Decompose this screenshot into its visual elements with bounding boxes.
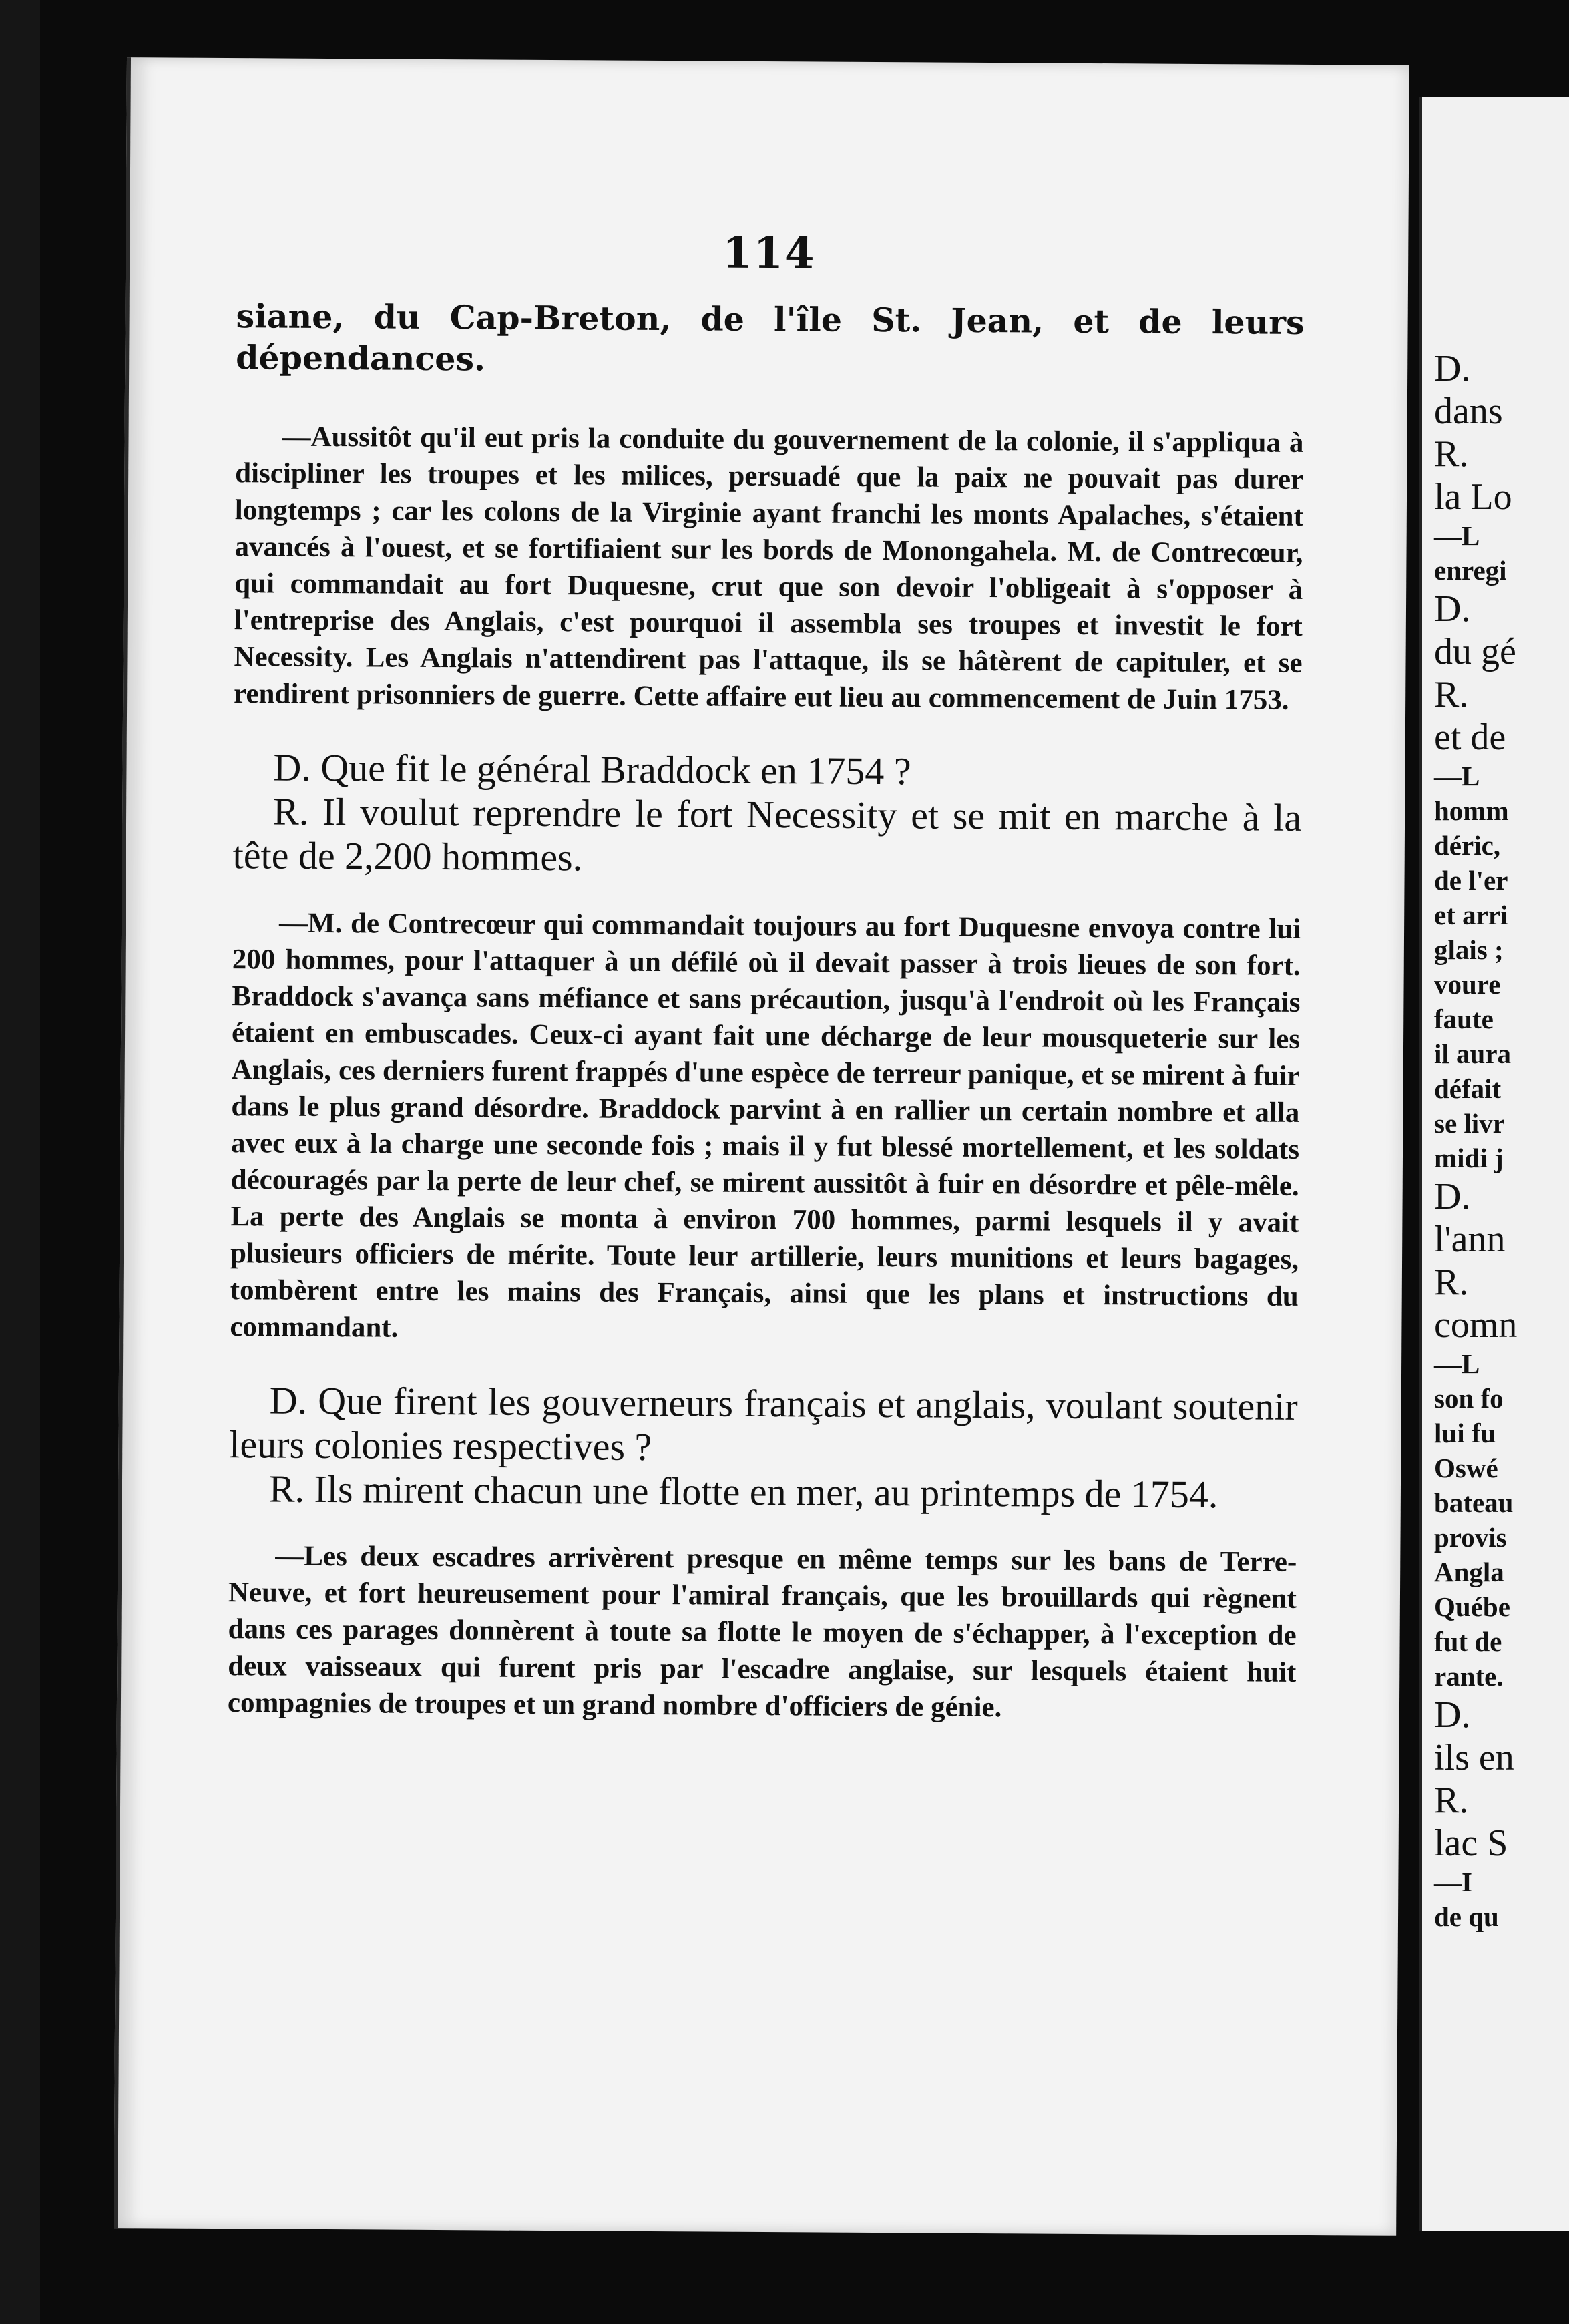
- facing-page-line: fut de: [1434, 1626, 1502, 1657]
- facing-page-line: enregi: [1434, 555, 1507, 586]
- facing-page-line: il aura: [1434, 1038, 1512, 1069]
- book-page: [114, 57, 1409, 2236]
- facing-page-line: son fo: [1434, 1383, 1504, 1414]
- facing-page-line: D.: [1434, 588, 1471, 630]
- facing-page-line: homm: [1434, 795, 1509, 826]
- commentary-paragraph: —Aussitôt qu'il eut pris la conduite du gouvernement de la colonie, il s'appliqua à discipliner les troupes et les milices, persuadé que la paix ne pouvait pas durer longtemps ; car les colons de la Virginie ayant franchi les monts Apalaches, s'étaient avancés à l'ouest, et se fortifiaient sur les bords de Monongahela. M. de Contrecœur, qui commandait au fort Duquesne, crut que son devoir l'obligeait à s'opposer à l'entreprise des Anglais, c'est pourquoi il assembla ses troupes et investit le fort Necessity. Les Anglais n'attendirent pas l'attaque, ils se hâtèrent de capituler, et se rendirent prisonniers de guerre. Cette affaire eut lieu au commencement de Juin 1753.: [234, 421, 1304, 716]
- page-number: 114: [722, 228, 816, 279]
- facing-page-line: glais ;: [1434, 934, 1504, 965]
- facing-page-line: rante.: [1434, 1661, 1504, 1692]
- facing-page-fragment: [1419, 97, 1569, 2231]
- facing-page-line: de qu: [1434, 1901, 1499, 1932]
- question-paragraph: D. Que firent les gouverneurs français et anglais, voulant soutenir leurs colonies respectives ?: [229, 1378, 1298, 1469]
- facing-page-line: comn: [1434, 1304, 1518, 1346]
- facing-page-line: midi j: [1434, 1143, 1504, 1173]
- facing-page-line: R.: [1434, 1780, 1469, 1821]
- facing-page-line: lac S: [1434, 1822, 1508, 1864]
- answer-paragraph: R. Il voulut reprendre le fort Necessity et se mit en marche à la tête de 2,200 hommes.: [232, 789, 1302, 880]
- facing-page-line: la Lo: [1434, 476, 1512, 518]
- facing-page-line: se livr: [1434, 1108, 1505, 1139]
- facing-page-line: de l'er: [1434, 865, 1508, 896]
- facing-page-line: lui fu: [1434, 1418, 1496, 1448]
- page-body: [228, 295, 1305, 1728]
- facing-page-line: défait: [1434, 1073, 1502, 1104]
- facing-page-line: R.: [1434, 433, 1469, 475]
- facing-page-line: bateau: [1434, 1487, 1514, 1518]
- facing-page-line: —I: [1434, 1867, 1472, 1897]
- facing-page-line: du gé: [1434, 631, 1516, 672]
- facing-page-line: faute: [1434, 1004, 1494, 1034]
- facing-page-line: —L: [1434, 1348, 1480, 1379]
- facing-page-line: Oswé: [1434, 1452, 1498, 1483]
- facing-page-line: Angla: [1434, 1557, 1504, 1587]
- left-page-edge: [0, 0, 40, 2324]
- facing-page-line: D.: [1434, 1694, 1471, 1736]
- facing-page-line: et arri: [1434, 900, 1508, 930]
- text-blocks: [228, 418, 1304, 1728]
- facing-page-line: Québe: [1434, 1591, 1510, 1622]
- facing-page-line: provis: [1434, 1522, 1507, 1553]
- facing-page-line: D.: [1434, 348, 1471, 389]
- question-paragraph: D. Que fit le général Braddock en 1754 ?: [273, 745, 911, 793]
- facing-page-line: dans: [1434, 391, 1503, 432]
- section-heading: siane, du Cap-Breton, de l'île St. Jean, et de leurs dépendances.: [236, 297, 1305, 379]
- facing-page-line: D.: [1434, 1176, 1471, 1217]
- facing-page-line: —L: [1434, 520, 1480, 551]
- facing-page-line: R.: [1434, 1262, 1469, 1303]
- facing-page-line: l'ann: [1434, 1219, 1506, 1260]
- commentary-paragraph: —Les deux escadres arrivèrent presque en même temps sur les bans de Terre-Neuve, et fort heureusement pour l'amiral français, que les brouillards qui règnent dans ces parages donnèrent à toute sa flotte le moyen de s'échapper, à l'exception de deux vaisseaux qui furent pris par l'escadre anglaise, sur lesquels étaient huit compagnies de troupes et un grand nombre d'officiers de génie.: [227, 1540, 1297, 1724]
- facing-page-line: ils en: [1434, 1737, 1514, 1778]
- facing-page-line: —L: [1434, 761, 1480, 791]
- facing-page-line: R.: [1434, 674, 1469, 715]
- commentary-paragraph: —M. de Contrecœur qui commandait toujours au fort Duquesne envoya contre lui 200 hommes, pour l'attaquer à un défilé où il devait passer à trois lieues de son fort. Braddock s'avança sans méfiance et sans précaution, jusqu'à l'endroit où les Français étaient en embuscades. Ceux-ci ayant fait une décharge de leur mousqueterie sur les Anglais, ces derniers furent frappés d'une espèce de terreur panique, et se mirent à fuir dans le plus grand désordre. Braddock parvint à en rallier un certain nombre et alla avec eux à la charge une seconde fois ; mais il y fut blessé mortellement, et les soldats découragés par la perte de leur chef, se mirent aussitôt à fuir en désordre et pêle-mêle. La perte des Anglais se monta à environ 700 hommes, parmi lesquels il y avait plusieurs officiers de mérite. Toute leur artillerie, leurs munitions et leurs bagages, tombèrent entre les mains des Français, ainsi que les plans et instructions du commandant.: [230, 907, 1301, 1344]
- facing-page-lines: [1434, 347, 1569, 1934]
- facing-page-line: déric,: [1434, 830, 1501, 861]
- facing-page-line: voure: [1434, 969, 1501, 1000]
- facing-page-line: et de: [1434, 717, 1506, 758]
- answer-paragraph: R. Ils mirent chacun une flotte en mer, au printemps de 1754.: [268, 1467, 1218, 1517]
